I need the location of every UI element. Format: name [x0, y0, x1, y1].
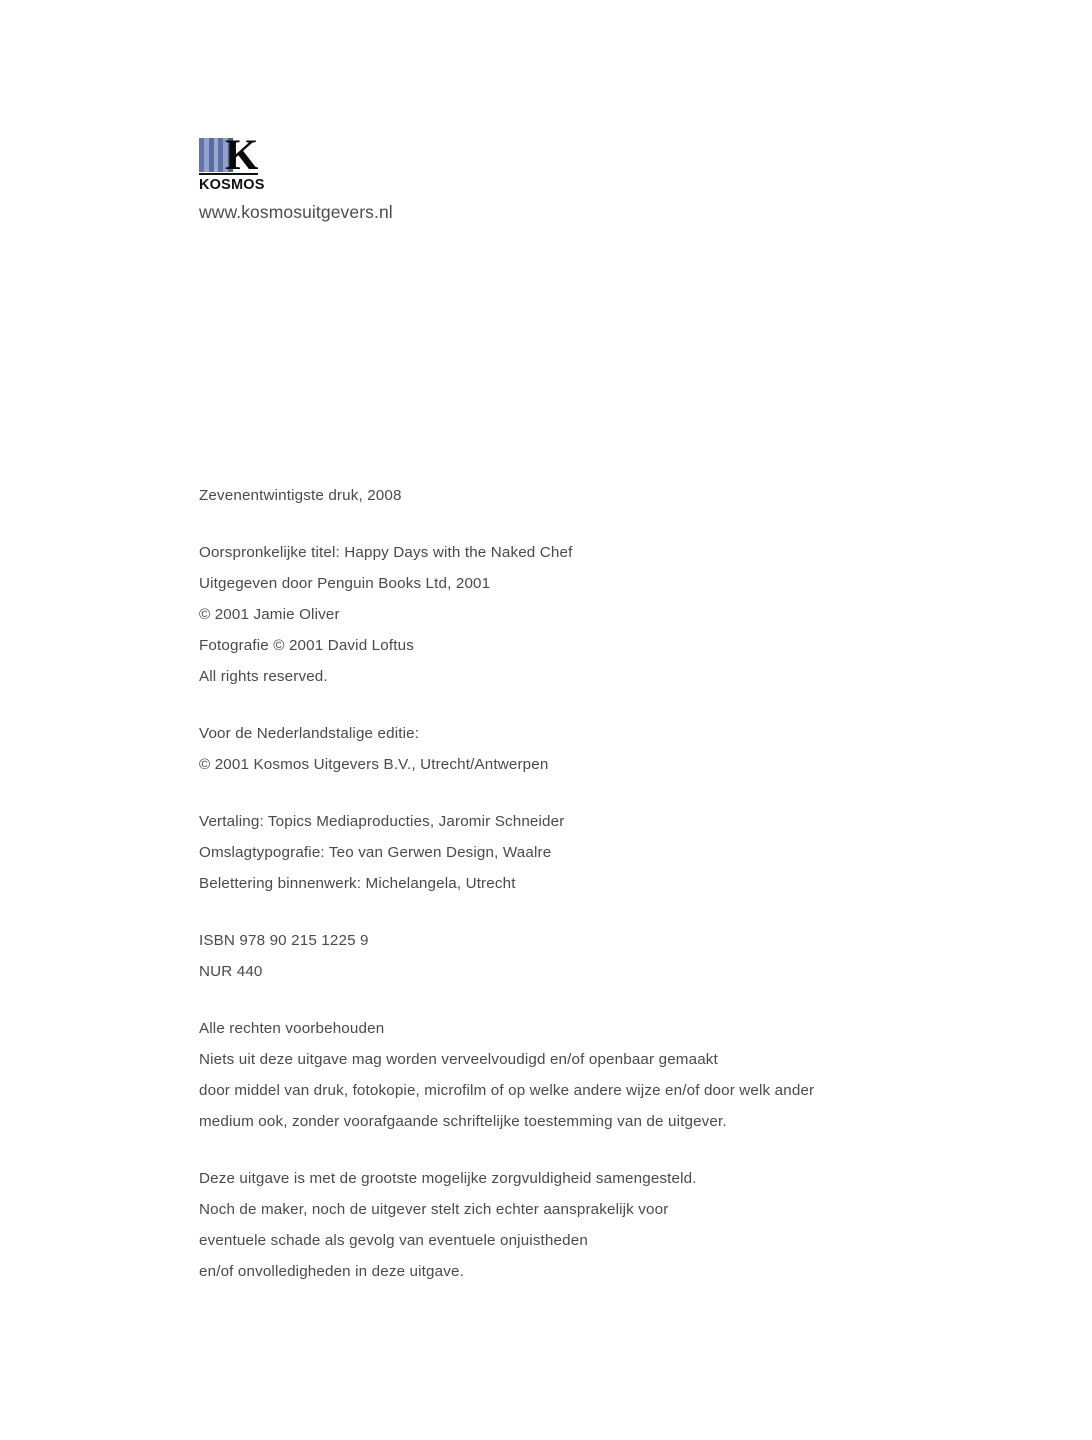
- disclaimer-line-3: eventuele schade als gevolg van eventuele onjuistheden: [199, 1232, 588, 1249]
- cover-typography-credit-line: Omslagtypografie: Teo van Gerwen Design, Waalre: [199, 844, 552, 861]
- credits-paragraph: [199, 806, 999, 899]
- original-edition-paragraph: [199, 537, 999, 692]
- edition-line: Zevenentwintigste druk, 2008: [199, 487, 402, 504]
- all-rights-reserved-line: All rights reserved.: [199, 668, 328, 685]
- disclaimer-line-1: Deze uitgave is met de grootste mogelijke zorgvuldigheid samengesteld.: [199, 1170, 697, 1187]
- identifiers-paragraph: [199, 925, 999, 987]
- photography-copyright-line: Fotografie © 2001 David Loftus: [199, 637, 414, 654]
- publisher-logo: [199, 132, 399, 193]
- publisher-website-url: www.kosmosuitgevers.nl: [199, 202, 393, 222]
- translation-credit-line: Vertaling: Topics Mediaproducties, Jaromir Schneider: [199, 813, 565, 830]
- dutch-edition-heading-line: Voor de Nederlandstalige editie:: [199, 725, 420, 742]
- rights-line-4: medium ook, zonder voorafgaande schriftelijke toestemming van de uitgever.: [199, 1113, 727, 1130]
- rights-paragraph: [199, 1013, 999, 1137]
- kosmos-logo-mark: [199, 132, 261, 179]
- dutch-edition-copyright-line: © 2001 Kosmos Uitgevers B.V., Utrecht/Antwerpen: [199, 756, 549, 773]
- original-publisher-line: Uitgegeven door Penguin Books Ltd, 2001: [199, 575, 491, 592]
- disclaimer-paragraph: [199, 1163, 999, 1287]
- edition-paragraph: [199, 480, 999, 511]
- original-title-line: Oorspronkelijke titel: Happy Days with the Naked Chef: [199, 544, 573, 561]
- original-copyright-line: © 2001 Jamie Oliver: [199, 606, 340, 623]
- nur-line: NUR 440: [199, 963, 263, 980]
- isbn-line: ISBN 978 90 215 1225 9: [199, 932, 369, 949]
- rights-line-1: Alle rechten voorbehouden: [199, 1020, 385, 1037]
- dutch-edition-paragraph: [199, 718, 999, 780]
- interior-lettering-credit-line: Belettering binnenwerk: Michelangela, Utrecht: [199, 875, 516, 892]
- disclaimer-line-2: Noch de maker, noch de uitgever stelt zich echter aansprakelijk voor: [199, 1201, 669, 1218]
- logo-letter-k: K: [225, 132, 258, 179]
- colophon-text: [199, 480, 999, 1287]
- logo-wordmark: KOSMOS: [199, 177, 265, 193]
- disclaimer-line-4: en/of onvolledigheden in deze uitgave.: [199, 1263, 464, 1280]
- rights-line-3: door middel van druk, fotokopie, microfilm of op welke andere wijze en/of door welk ander: [199, 1082, 815, 1099]
- rights-line-2: Niets uit deze uitgave mag worden verveelvoudigd en/of openbaar gemaakt: [199, 1051, 718, 1068]
